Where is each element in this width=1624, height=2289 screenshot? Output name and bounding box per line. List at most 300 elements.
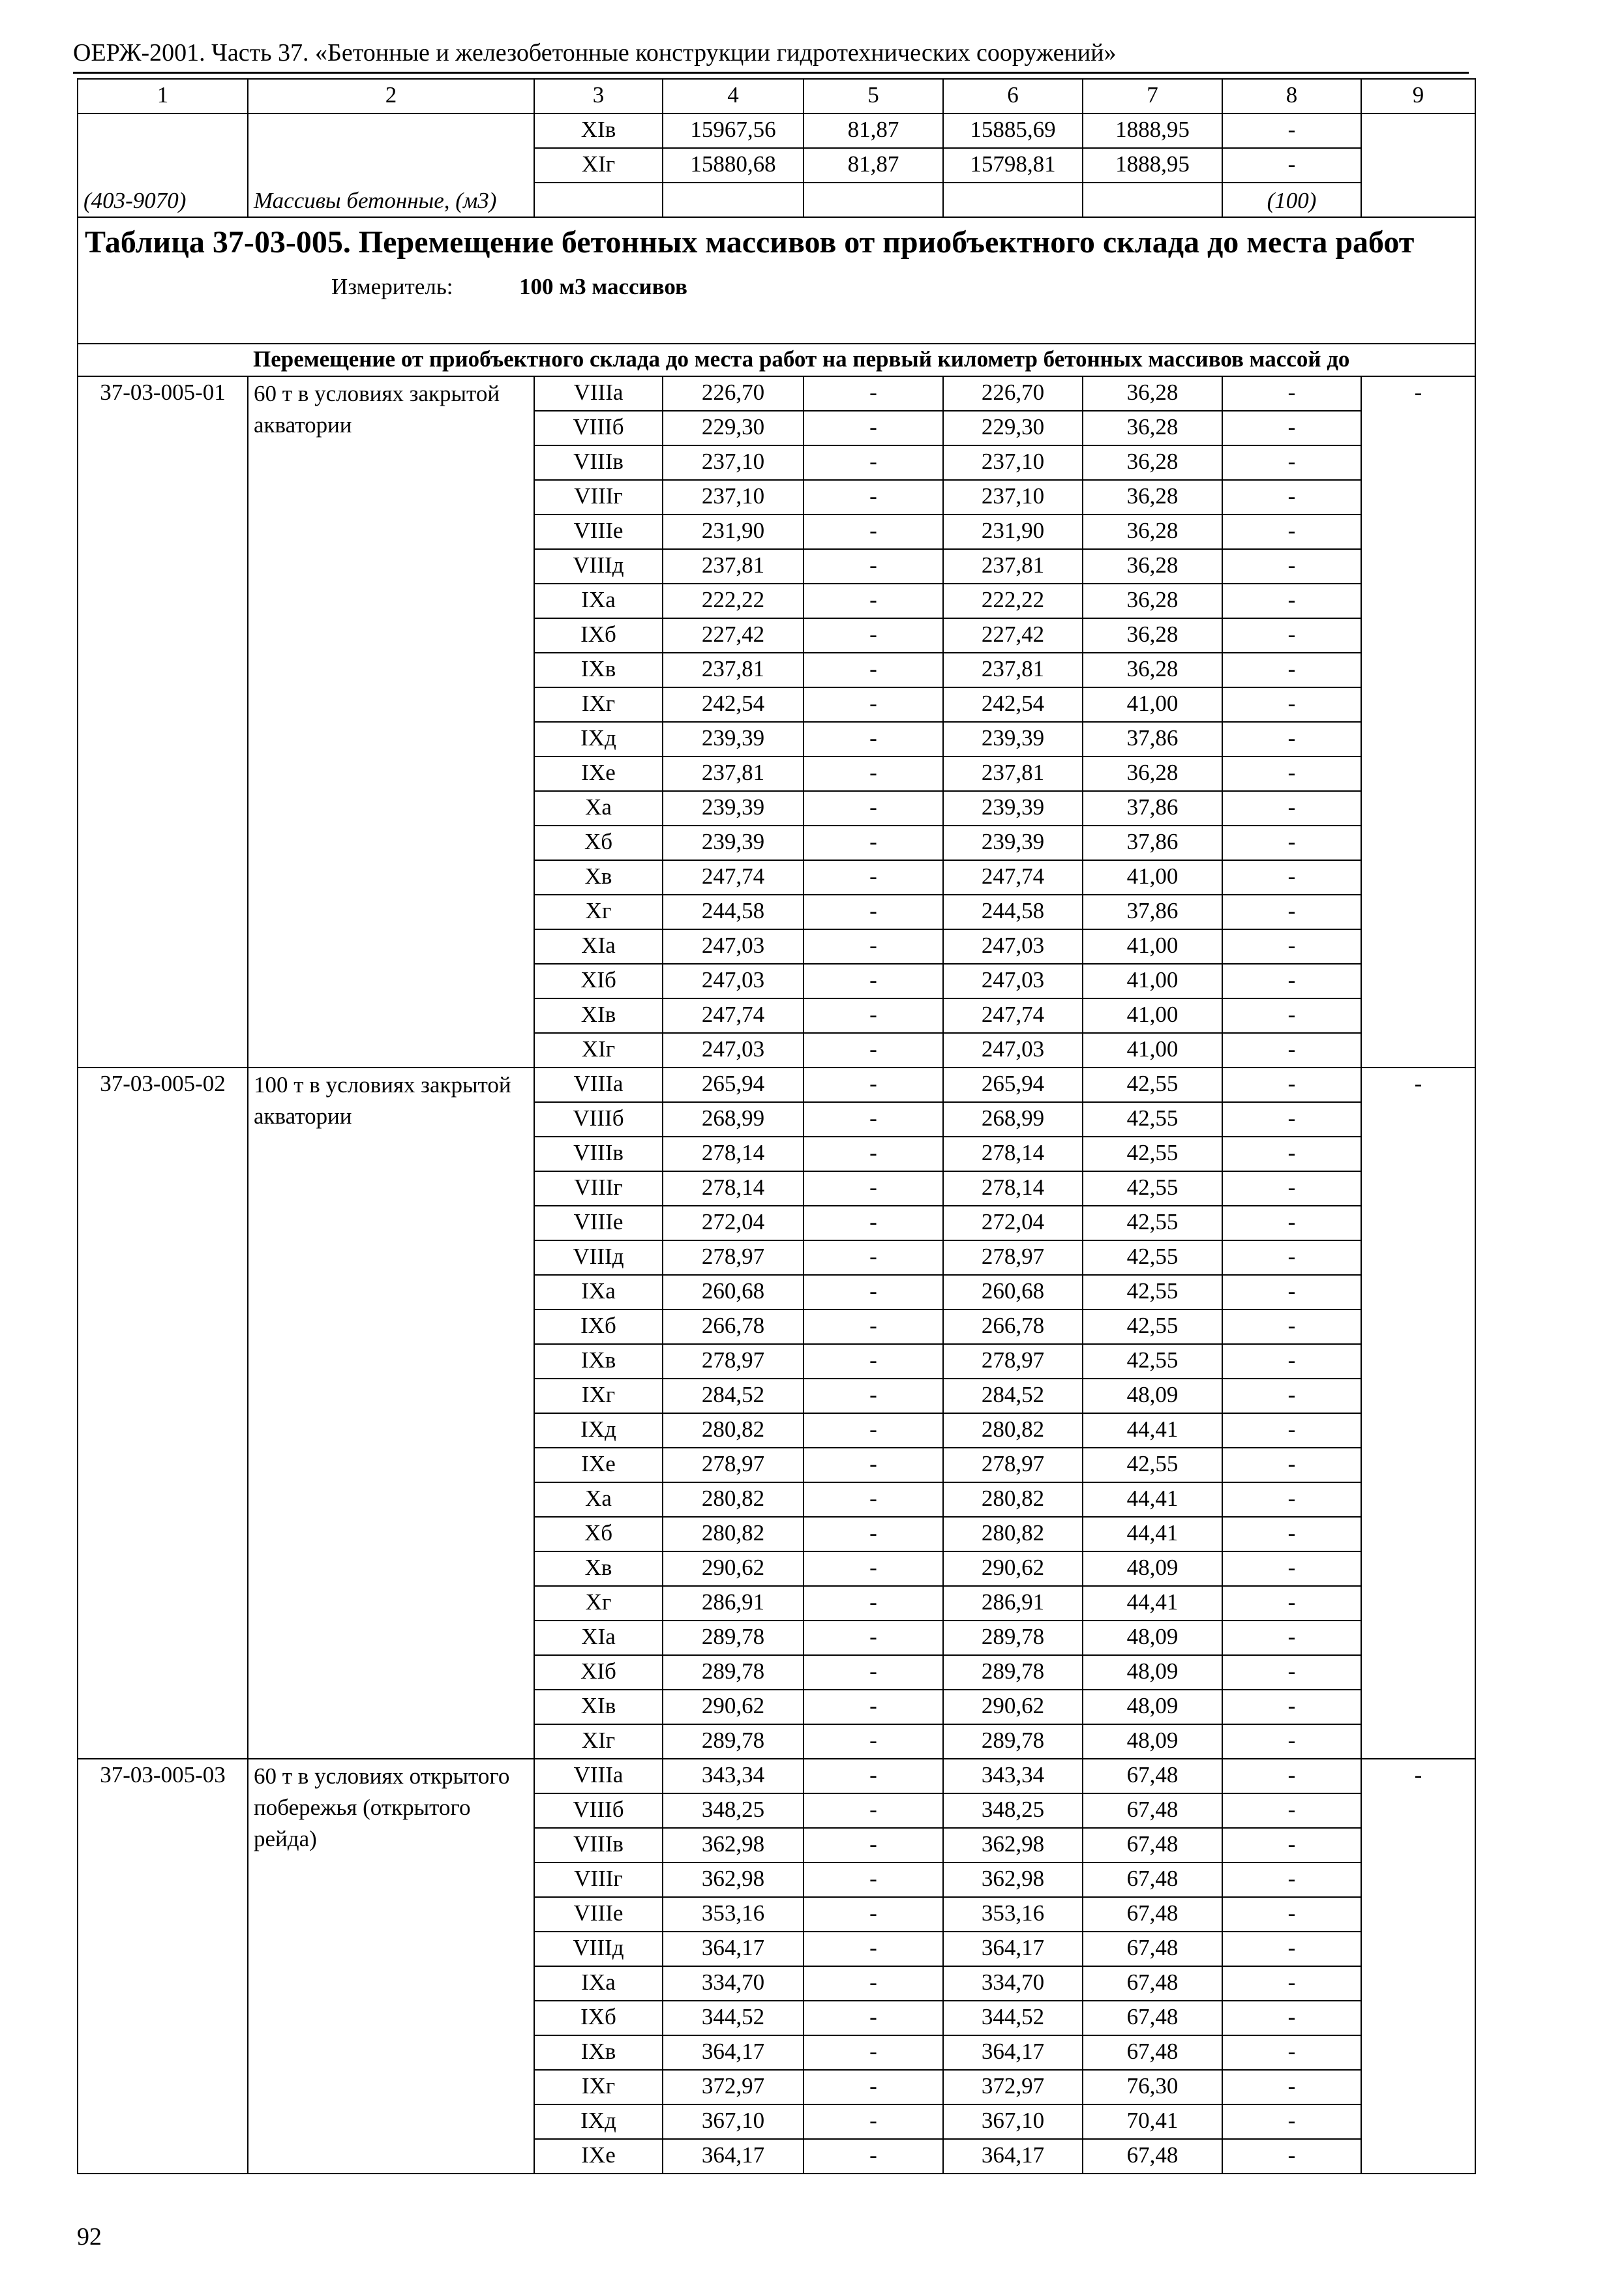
table-cell: - bbox=[804, 411, 943, 445]
table-cell: IXе bbox=[534, 756, 663, 791]
table-cell: 48,09 bbox=[1083, 1621, 1222, 1655]
table-cell: IXд bbox=[534, 2104, 663, 2139]
table-cell: 237,81 bbox=[663, 549, 804, 584]
table-cell: - bbox=[1222, 1379, 1361, 1413]
table-cell: - bbox=[1222, 1932, 1361, 1966]
table-cell: 37,86 bbox=[1083, 895, 1222, 929]
item-code: 37-03-005-03 bbox=[78, 1759, 248, 2174]
table-cell: 1888,95 bbox=[1083, 148, 1222, 183]
table-cell: 290,62 bbox=[663, 1551, 804, 1586]
table-cell: IXб bbox=[534, 618, 663, 653]
table-cell: 222,22 bbox=[943, 584, 1083, 618]
table-cell: - bbox=[804, 1171, 943, 1206]
table-cell: - bbox=[804, 1932, 943, 1966]
table-cell: - bbox=[1222, 929, 1361, 964]
table-cell: - bbox=[804, 445, 943, 480]
table-cell: Xв bbox=[534, 860, 663, 895]
table-cell: - bbox=[804, 1068, 943, 1102]
table-cell: - bbox=[1222, 2070, 1361, 2104]
table-cell: 42,55 bbox=[1083, 1344, 1222, 1379]
table-cell: Xа bbox=[534, 791, 663, 826]
table-cell: XIг bbox=[534, 1724, 663, 1759]
table-cell bbox=[1361, 113, 1475, 217]
table-cell: 280,82 bbox=[663, 1413, 804, 1448]
table-cell: 42,55 bbox=[1083, 1275, 1222, 1309]
table-cell: - bbox=[804, 1275, 943, 1309]
table-cell: 231,90 bbox=[943, 515, 1083, 549]
table-cell: Xг bbox=[534, 1586, 663, 1621]
table-cell: 290,62 bbox=[943, 1551, 1083, 1586]
table-cell: - bbox=[804, 1655, 943, 1690]
table-cell: - bbox=[1222, 1171, 1361, 1206]
table-cell: - bbox=[1222, 964, 1361, 998]
item-col9: - bbox=[1361, 376, 1475, 1068]
table-cell: 44,41 bbox=[1083, 1482, 1222, 1517]
table-cell bbox=[1083, 183, 1222, 217]
table-cell: 48,09 bbox=[1083, 1379, 1222, 1413]
table-cell: 260,68 bbox=[943, 1275, 1083, 1309]
table-cell: 229,30 bbox=[943, 411, 1083, 445]
table-cell: 367,10 bbox=[663, 2104, 804, 2139]
column-number: 3 bbox=[534, 79, 663, 113]
table-cell: - bbox=[1222, 1655, 1361, 1690]
table-cell: 36,28 bbox=[1083, 480, 1222, 515]
table-cell: 289,78 bbox=[663, 1655, 804, 1690]
table-cell: 242,54 bbox=[943, 687, 1083, 722]
table-cell: XIг bbox=[534, 148, 663, 183]
table-cell: 362,98 bbox=[663, 1828, 804, 1863]
table-cell: IXг bbox=[534, 1379, 663, 1413]
table-cell: 289,78 bbox=[943, 1621, 1083, 1655]
table-cell: - bbox=[1222, 2104, 1361, 2139]
table-cell: - bbox=[1222, 1690, 1361, 1724]
table-cell: - bbox=[804, 756, 943, 791]
table-cell: - bbox=[804, 1102, 943, 1137]
table-cell: 247,03 bbox=[943, 964, 1083, 998]
table-cell: Xг bbox=[534, 895, 663, 929]
table-cell: 42,55 bbox=[1083, 1068, 1222, 1102]
table-cell: - bbox=[1222, 653, 1361, 687]
table-cell: 15880,68 bbox=[663, 148, 804, 183]
table-cell: 272,04 bbox=[663, 1206, 804, 1240]
table-cell: - bbox=[804, 860, 943, 895]
table-cell: - bbox=[1222, 1413, 1361, 1448]
material-code: (403-9070) bbox=[78, 113, 248, 217]
table-cell: 231,90 bbox=[663, 515, 804, 549]
table-cell: 227,42 bbox=[943, 618, 1083, 653]
table-cell: 81,87 bbox=[804, 148, 943, 183]
measure-label: Измеритель: bbox=[331, 274, 453, 299]
column-number: 1 bbox=[78, 79, 248, 113]
table-cell: 36,28 bbox=[1083, 376, 1222, 411]
table-cell: 278,97 bbox=[663, 1344, 804, 1379]
table-row bbox=[78, 1759, 1475, 1793]
table-cell: Xб bbox=[534, 1517, 663, 1551]
table-cell: 42,55 bbox=[1083, 1206, 1222, 1240]
table-cell: 67,48 bbox=[1083, 1793, 1222, 1828]
table-cell: IXв bbox=[534, 2035, 663, 2070]
table-cell: 237,10 bbox=[943, 480, 1083, 515]
table-cell: VIIIг bbox=[534, 1863, 663, 1897]
table-cell: 278,14 bbox=[943, 1137, 1083, 1171]
material-name: Массивы бетонные, (м3) bbox=[248, 113, 534, 217]
table-cell: 286,91 bbox=[943, 1586, 1083, 1621]
table-cell: 36,28 bbox=[1083, 653, 1222, 687]
item-code: 37-03-005-02 bbox=[78, 1068, 248, 1759]
table-cell: VIIIа bbox=[534, 1759, 663, 1793]
table-cell: 239,39 bbox=[663, 722, 804, 756]
table-cell: - bbox=[804, 1828, 943, 1863]
item-name: 100 т в условиях закрытой акватории bbox=[248, 1068, 534, 1759]
table-cell: - bbox=[804, 376, 943, 411]
table-row bbox=[78, 113, 1475, 148]
table-cell: 237,81 bbox=[663, 653, 804, 687]
table-cell: 42,55 bbox=[1083, 1171, 1222, 1206]
table-cell: - bbox=[1222, 1137, 1361, 1171]
table-cell: 36,28 bbox=[1083, 584, 1222, 618]
group-heading-row bbox=[78, 344, 1475, 376]
table-cell: 278,14 bbox=[943, 1171, 1083, 1206]
table-cell: 15798,81 bbox=[943, 148, 1083, 183]
table-cell: VIIIв bbox=[534, 445, 663, 480]
table-cell: 237,10 bbox=[943, 445, 1083, 480]
table-cell: - bbox=[804, 1551, 943, 1586]
table-cell: 278,97 bbox=[943, 1240, 1083, 1275]
table-cell: - bbox=[804, 964, 943, 998]
table-cell: 280,82 bbox=[943, 1413, 1083, 1448]
table-cell: 247,03 bbox=[943, 929, 1083, 964]
table-cell: - bbox=[1222, 1448, 1361, 1482]
table-cell: 237,81 bbox=[943, 756, 1083, 791]
table-cell: 67,48 bbox=[1083, 1966, 1222, 2001]
table-cell: - bbox=[804, 549, 943, 584]
table-cell: - bbox=[804, 1482, 943, 1517]
table-cell: 289,78 bbox=[943, 1724, 1083, 1759]
table-cell: 239,39 bbox=[943, 826, 1083, 860]
table-cell: VIIIа bbox=[534, 376, 663, 411]
table-cell: 41,00 bbox=[1083, 998, 1222, 1033]
table-cell: - bbox=[1222, 445, 1361, 480]
table-cell: 36,28 bbox=[1083, 515, 1222, 549]
table-cell: 41,00 bbox=[1083, 929, 1222, 964]
table-cell: - bbox=[1222, 1068, 1361, 1102]
table-cell: - bbox=[804, 1309, 943, 1344]
table-cell: 364,17 bbox=[663, 2139, 804, 2174]
table-cell: - bbox=[804, 1724, 943, 1759]
table-cell: 289,78 bbox=[663, 1621, 804, 1655]
table-cell: - bbox=[1222, 515, 1361, 549]
table-cell: 44,41 bbox=[1083, 1413, 1222, 1448]
table-cell: 244,58 bbox=[663, 895, 804, 929]
table-cell: - bbox=[804, 653, 943, 687]
table-cell: 37,86 bbox=[1083, 826, 1222, 860]
table-cell: - bbox=[1222, 1724, 1361, 1759]
table-cell: 344,52 bbox=[663, 2001, 804, 2035]
table-cell: - bbox=[804, 826, 943, 860]
table-cell: 229,30 bbox=[663, 411, 804, 445]
table-cell: 67,48 bbox=[1083, 2001, 1222, 2035]
table-cell: - bbox=[1222, 826, 1361, 860]
table-cell: IXд bbox=[534, 1413, 663, 1448]
table-cell: - bbox=[804, 2001, 943, 2035]
table-cell: IXд bbox=[534, 722, 663, 756]
table-cell: - bbox=[804, 722, 943, 756]
table-cell: - bbox=[1222, 687, 1361, 722]
table-cell: 44,41 bbox=[1083, 1586, 1222, 1621]
table-cell: IXв bbox=[534, 653, 663, 687]
table-cell: - bbox=[1222, 411, 1361, 445]
table-cell: 239,39 bbox=[943, 791, 1083, 826]
table-cell: 42,55 bbox=[1083, 1240, 1222, 1275]
table-cell: VIIIд bbox=[534, 1240, 663, 1275]
table-cell: 367,10 bbox=[943, 2104, 1083, 2139]
table-cell: - bbox=[804, 1033, 943, 1068]
table-cell: 247,74 bbox=[663, 860, 804, 895]
table-cell: 343,34 bbox=[663, 1759, 804, 1793]
table-cell: XIв bbox=[534, 113, 663, 148]
table-cell: - bbox=[804, 1413, 943, 1448]
table-cell: - bbox=[804, 1793, 943, 1828]
table-cell: 362,98 bbox=[943, 1863, 1083, 1897]
table-cell: IXе bbox=[534, 1448, 663, 1482]
table-cell: - bbox=[804, 791, 943, 826]
measure-value: 100 м3 массивов bbox=[519, 274, 687, 299]
table-cell: - bbox=[804, 1517, 943, 1551]
table-cell: - bbox=[804, 998, 943, 1033]
page-number: 92 bbox=[77, 2223, 102, 2251]
table-cell: 289,78 bbox=[663, 1724, 804, 1759]
table-cell: IXг bbox=[534, 687, 663, 722]
table-cell: - bbox=[804, 515, 943, 549]
table-cell: 42,55 bbox=[1083, 1309, 1222, 1344]
table-cell: 81,87 bbox=[804, 113, 943, 148]
table-cell: 15967,56 bbox=[663, 113, 804, 148]
table-cell: - bbox=[804, 1690, 943, 1724]
table-cell bbox=[663, 183, 804, 217]
table-cell: - bbox=[1222, 860, 1361, 895]
table-cell: VIIIд bbox=[534, 1932, 663, 1966]
column-number: 7 bbox=[1083, 79, 1222, 113]
column-number: 5 bbox=[804, 79, 943, 113]
table-cell: 372,97 bbox=[943, 2070, 1083, 2104]
table-cell: 268,99 bbox=[943, 1102, 1083, 1137]
table-cell: - bbox=[804, 2104, 943, 2139]
table-cell: 41,00 bbox=[1083, 860, 1222, 895]
table-cell: 37,86 bbox=[1083, 722, 1222, 756]
table-cell: 67,48 bbox=[1083, 1828, 1222, 1863]
table-cell: 67,48 bbox=[1083, 1759, 1222, 1793]
table-cell: - bbox=[804, 584, 943, 618]
table-cell: 36,28 bbox=[1083, 756, 1222, 791]
table-cell: VIIIв bbox=[534, 1137, 663, 1171]
table-cell: 247,74 bbox=[943, 860, 1083, 895]
table-cell: - bbox=[1222, 998, 1361, 1033]
table-cell: - bbox=[1222, 549, 1361, 584]
table-cell: 67,48 bbox=[1083, 2035, 1222, 2070]
table-cell: 278,97 bbox=[943, 1344, 1083, 1379]
table-cell: 76,30 bbox=[1083, 2070, 1222, 2104]
table-cell: 247,03 bbox=[663, 929, 804, 964]
table-cell: 237,81 bbox=[943, 549, 1083, 584]
table-cell: - bbox=[804, 1379, 943, 1413]
table-cell: - bbox=[804, 1137, 943, 1171]
group-heading: Перемещение от приобъектного склада до места работ на первый километр бетонных массивов массой до bbox=[248, 344, 1475, 376]
table-cell: - bbox=[804, 1344, 943, 1379]
table-cell: 67,48 bbox=[1083, 1932, 1222, 1966]
table-cell: 42,55 bbox=[1083, 1448, 1222, 1482]
table-cell: 48,09 bbox=[1083, 1551, 1222, 1586]
page-header: ОЕРЖ-2001. Часть 37. «Бетонные и железобетонные конструкции гидротехнических сооружений» bbox=[73, 38, 1469, 74]
table-cell: 344,52 bbox=[943, 2001, 1083, 2035]
table-cell: 237,81 bbox=[943, 653, 1083, 687]
item-name: 60 т в условиях открытого побережья (открытого рейда) bbox=[248, 1759, 534, 2174]
price-table bbox=[77, 78, 1476, 2174]
table-cell: 247,03 bbox=[943, 1033, 1083, 1068]
table-cell: - bbox=[1222, 1793, 1361, 1828]
table-cell: - bbox=[1222, 1102, 1361, 1137]
item-code: 37-03-005-01 bbox=[78, 376, 248, 1068]
table-cell: XIб bbox=[534, 964, 663, 998]
table-cell: IXб bbox=[534, 1309, 663, 1344]
table-cell: 237,10 bbox=[663, 480, 804, 515]
table-cell: - bbox=[804, 1448, 943, 1482]
table-cell: 265,94 bbox=[663, 1068, 804, 1102]
table-title: Таблица 37-03-005. Перемещение бетонных массивов от приобъектного склада до места работ bbox=[85, 225, 1415, 260]
table-cell: VIIIб bbox=[534, 1102, 663, 1137]
table-cell: 36,28 bbox=[1083, 411, 1222, 445]
table-cell: 67,48 bbox=[1083, 1863, 1222, 1897]
table-cell: VIIIб bbox=[534, 411, 663, 445]
table-cell: - bbox=[804, 1240, 943, 1275]
table-cell: - bbox=[804, 618, 943, 653]
table-row bbox=[78, 1068, 1475, 1102]
column-number-row bbox=[78, 79, 1475, 113]
table-cell: - bbox=[804, 895, 943, 929]
table-cell: - bbox=[1222, 1966, 1361, 2001]
table-cell: - bbox=[804, 2035, 943, 2070]
material-qty: (100) bbox=[1222, 183, 1361, 217]
column-number: 2 bbox=[248, 79, 534, 113]
table-cell: - bbox=[1222, 1517, 1361, 1551]
table-cell: - bbox=[1222, 1828, 1361, 1863]
table-cell: 278,14 bbox=[663, 1137, 804, 1171]
table-cell: 348,25 bbox=[943, 1793, 1083, 1828]
table-cell: VIIIб bbox=[534, 1793, 663, 1828]
table-cell: 372,97 bbox=[663, 2070, 804, 2104]
table-cell: - bbox=[1222, 1275, 1361, 1309]
table-cell: - bbox=[804, 1966, 943, 2001]
table-cell: 364,17 bbox=[943, 1932, 1083, 1966]
table-cell: - bbox=[1222, 1033, 1361, 1068]
table-cell: 222,22 bbox=[663, 584, 804, 618]
table-cell: 260,68 bbox=[663, 1275, 804, 1309]
table-cell: 237,81 bbox=[663, 756, 804, 791]
table-cell: 1888,95 bbox=[1083, 113, 1222, 148]
table-cell: VIIIе bbox=[534, 1897, 663, 1932]
table-cell: - bbox=[804, 2070, 943, 2104]
table-cell: VIIIг bbox=[534, 480, 663, 515]
table-cell: IXг bbox=[534, 2070, 663, 2104]
table-cell: 364,17 bbox=[943, 2139, 1083, 2174]
table-cell: 226,70 bbox=[943, 376, 1083, 411]
table-cell: 334,70 bbox=[943, 1966, 1083, 2001]
table-cell: 353,16 bbox=[943, 1897, 1083, 1932]
table-cell: 348,25 bbox=[663, 1793, 804, 1828]
table-cell: 280,82 bbox=[943, 1517, 1083, 1551]
table-cell: XIб bbox=[534, 1655, 663, 1690]
table-cell: 247,74 bbox=[663, 998, 804, 1033]
table-cell: - bbox=[804, 1586, 943, 1621]
table-cell: 36,28 bbox=[1083, 445, 1222, 480]
table-cell: 242,54 bbox=[663, 687, 804, 722]
table-cell: VIIIв bbox=[534, 1828, 663, 1863]
table-cell bbox=[943, 183, 1083, 217]
table-cell: - bbox=[1222, 1344, 1361, 1379]
table-cell: IXе bbox=[534, 2139, 663, 2174]
table-cell: 41,00 bbox=[1083, 687, 1222, 722]
table-cell: 67,48 bbox=[1083, 2139, 1222, 2174]
table-cell: - bbox=[1222, 1206, 1361, 1240]
table-cell: - bbox=[1222, 376, 1361, 411]
table-cell: 265,94 bbox=[943, 1068, 1083, 1102]
table-cell: - bbox=[1222, 2001, 1361, 2035]
table-cell: 280,82 bbox=[663, 1517, 804, 1551]
table-cell: - bbox=[1222, 113, 1361, 148]
table-cell: - bbox=[1222, 791, 1361, 826]
table-cell bbox=[804, 183, 943, 217]
table-cell: - bbox=[1222, 1759, 1361, 1793]
table-cell: VIIIе bbox=[534, 515, 663, 549]
table-cell: 42,55 bbox=[1083, 1102, 1222, 1137]
table-cell: - bbox=[804, 1759, 943, 1793]
table-cell: 48,09 bbox=[1083, 1655, 1222, 1690]
table-cell: 42,55 bbox=[1083, 1137, 1222, 1171]
table-cell: - bbox=[1222, 1621, 1361, 1655]
column-number: 9 bbox=[1361, 79, 1475, 113]
table-cell: - bbox=[1222, 480, 1361, 515]
table-cell: 227,42 bbox=[663, 618, 804, 653]
table-cell: - bbox=[1222, 1863, 1361, 1897]
table-cell: - bbox=[1222, 756, 1361, 791]
table-cell: 278,97 bbox=[663, 1448, 804, 1482]
table-cell: 278,97 bbox=[663, 1240, 804, 1275]
table-cell: IXа bbox=[534, 1966, 663, 2001]
table-cell: 272,04 bbox=[943, 1206, 1083, 1240]
table-cell: - bbox=[804, 1863, 943, 1897]
item-name: 60 т в условиях закрытой акватории bbox=[248, 376, 534, 1068]
table-cell: 289,78 bbox=[943, 1655, 1083, 1690]
table-cell: VIIIе bbox=[534, 1206, 663, 1240]
table-cell: XIа bbox=[534, 929, 663, 964]
table-cell: 362,98 bbox=[943, 1828, 1083, 1863]
table-cell: IXб bbox=[534, 2001, 663, 2035]
table-cell: 278,14 bbox=[663, 1171, 804, 1206]
table-cell: 343,34 bbox=[943, 1759, 1083, 1793]
table-cell: 239,39 bbox=[943, 722, 1083, 756]
table-cell: - bbox=[1222, 1482, 1361, 1517]
table-cell: - bbox=[804, 1897, 943, 1932]
table-cell: XIг bbox=[534, 1033, 663, 1068]
table-cell: - bbox=[1222, 895, 1361, 929]
table-cell: 280,82 bbox=[663, 1482, 804, 1517]
table-cell bbox=[534, 183, 663, 217]
table-row bbox=[78, 376, 1475, 411]
column-number: 8 bbox=[1222, 79, 1361, 113]
table-cell: 239,39 bbox=[663, 791, 804, 826]
table-cell: 284,52 bbox=[663, 1379, 804, 1413]
table-cell: Xа bbox=[534, 1482, 663, 1517]
table-cell: - bbox=[1222, 2139, 1361, 2174]
